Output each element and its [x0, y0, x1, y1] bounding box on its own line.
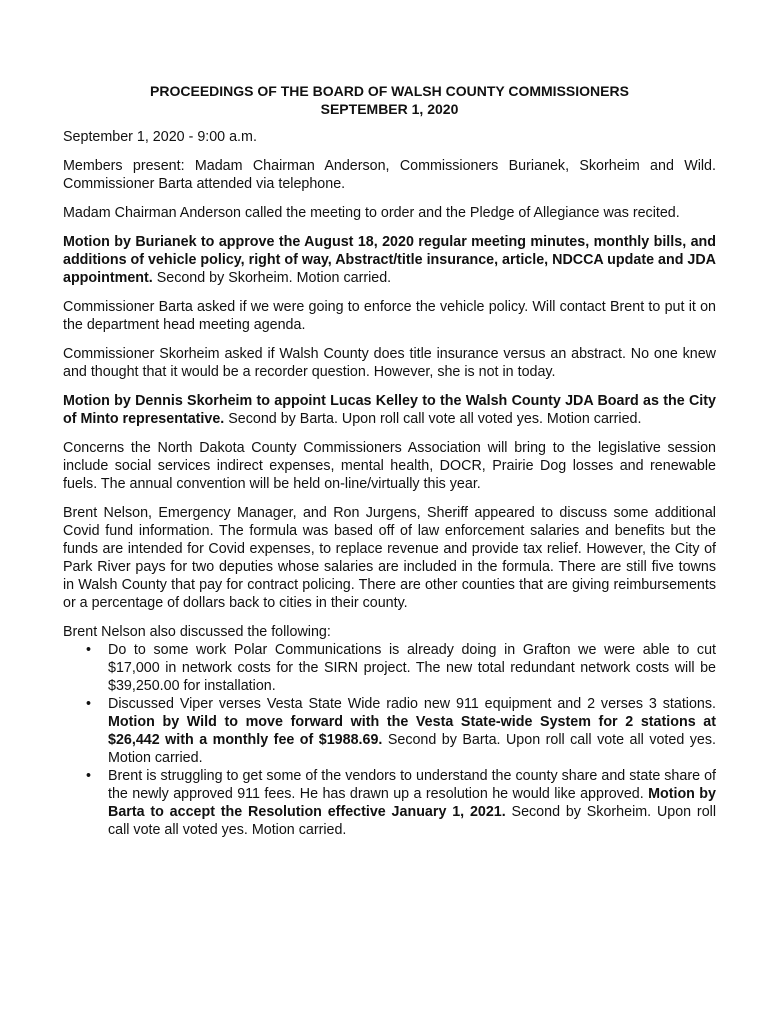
motion-resolution-bold: Motion by Barta to accept the Resolution effective January 1, 2021.	[108, 786, 716, 820]
vehicle-policy-paragraph: Commissioner Barta asked if we were going to enforce the vehicle policy. Will contact Brent to put it on the department head meeting agenda.	[63, 299, 716, 333]
members-present-paragraph: Members present: Madam Chairman Anderson, Commissioners Burianek, Skorheim and Wild. Commissioner Barta attended via telephone.	[63, 158, 716, 192]
list-item	[63, 641, 716, 695]
motion-jda-paragraph	[63, 392, 716, 428]
fees-resolution-text: Brent is struggling to get some of the vendors to understand the county share and state share of the newly approved 911 fees. He has drawn up a resolution he would like approved.	[108, 768, 716, 802]
motion-vesta-bold: Motion by Wild to move forward with the Vesta State-wide System for 2 stations at $26,442 with a monthly fee of $1988.69.	[108, 714, 716, 748]
meeting-date-time: September 1, 2020 - 9:00 a.m.	[63, 129, 257, 145]
motion-minutes-bold: Motion by Burianek to approve the August 18, 2020 regular meeting minutes, monthly bills, and additions of vehicle policy, right of way, Abstract/title insurance, article, NDCCA update and JDA appointment.	[63, 234, 717, 286]
sirn-network-text: Do to some work Polar Communications is already doing in Grafton we were able to cut $17,000 in network costs for the SIRN project. The new total redundant network costs will be $39,250.00 for installation.	[108, 642, 716, 694]
motion-minutes-rest: Second by Skorheim. Motion carried.	[152, 270, 392, 286]
bullet-icon: •	[86, 696, 92, 712]
list-item	[63, 695, 716, 767]
list-item	[63, 767, 716, 839]
motion-vesta-rest: Second by Barta. Upon roll call vote all voted yes. Motion carried.	[108, 732, 716, 766]
bullet-icon: •	[86, 642, 92, 658]
call-to-order-paragraph: Madam Chairman Anderson called the meeting to order and the Pledge of Allegiance was recited.	[63, 205, 680, 221]
viper-vesta-text: Discussed Viper verses Vesta State Wide radio new 911 equipment and 2 verses 3 stations.	[108, 696, 716, 712]
document-page	[63, 82, 716, 839]
ndcca-concerns-paragraph: Concerns the North Dakota County Commissioners Association will bring to the legislative session include social services indirect expenses, mental health, DOCR, Prairie Dog losses and renewable fuels. The annual convention will be held on-line/virtually this year.	[63, 440, 716, 492]
nelson-discussion-intro: Brent Nelson also discussed the following:	[63, 624, 331, 640]
motion-jda-rest: Second by Barta. Upon roll call vote all voted yes. Motion carried.	[224, 411, 642, 427]
motion-resolution-rest: Second by Skorheim. Upon roll call vote all voted yes. Motion carried.	[108, 804, 716, 838]
motion-jda-bold: Motion by Dennis Skorheim to appoint Lucas Kelley to the Walsh County JDA Board as the City of Minto representative.	[63, 393, 716, 427]
document-title-line2: SEPTEMBER 1, 2020	[320, 101, 459, 117]
bullet-icon: •	[86, 768, 92, 784]
covid-funds-paragraph: Brent Nelson, Emergency Manager, and Ron Jurgens, Sheriff appeared to discuss some additional Covid fund information. The formula was based off of law enforcement salaries and benefits but the funds are intended for Covid expenses, to replace revenue and provide tax relief. However, the City of Park River pays for two deputies whose salaries are included in the formula. There are still five towns in Walsh County that pay for contract policing. There are other counties that are giving reimbursements or a percentage of dollars back to cities in their county.	[63, 505, 716, 611]
motion-minutes-paragraph	[63, 233, 716, 287]
document-title-line1: PROCEEDINGS OF THE BOARD OF WALSH COUNTY COMMISSIONERS	[150, 83, 629, 99]
nelson-discussion-list	[63, 641, 716, 839]
title-insurance-paragraph: Commissioner Skorheim asked if Walsh County does title insurance versus an abstract. No one knew and thought that it would be a recorder question. However, she is not in today.	[63, 346, 716, 380]
